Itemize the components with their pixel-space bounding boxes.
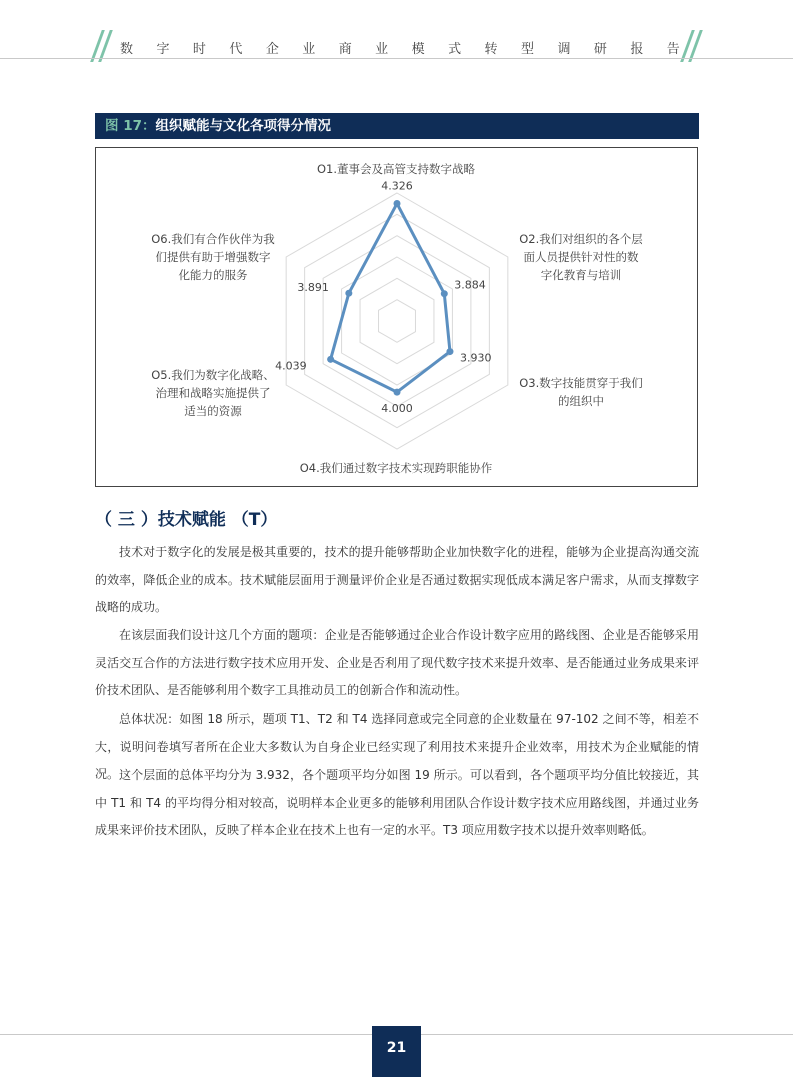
axis-category-line: O2.我们对组织的各个层: [519, 232, 643, 246]
grid-ring: [323, 236, 471, 407]
axis-category-label: [256, 459, 536, 477]
grid-ring: [305, 214, 490, 427]
axis-category-label: [138, 366, 288, 420]
axis-category-line: 们提供有助于增强数字: [155, 250, 271, 264]
axis-category-line: 的组织中: [558, 394, 604, 408]
body-paragraph: 技术对于数字化的发展是极其重要的，技术的提升能够帮助企业加快数字化的进程，能够为企业提高沟通交流的效率，降低企业的成本。技术赋能层面用于测量评价企业是否通过数据实现低成本满足客户需求，从而支撑数字战略的成功。: [95, 545, 699, 614]
header-char: 代: [229, 42, 243, 57]
axis-category-line: 面人员提供针对性的数: [523, 250, 639, 264]
header-char: 型: [520, 42, 534, 57]
axis-category-label: [506, 374, 656, 410]
body-paragraph: 总体状况：如图 18 所示，题项 T1、T2 和 T4 选择同意或完全同意的企业数量在 97-102 之间不等，相差不大，说明问卷填写者所在企业大多数认为自身企业已经实现了利用技术来提升企业效率，用技术为企业赋能的情况。: [95, 712, 699, 781]
data-label: 4.326: [381, 179, 413, 193]
axis-category-label: [276, 160, 516, 178]
data-point: [446, 348, 453, 355]
axis-category-line: O3.数字技能贯穿于我们: [519, 376, 643, 390]
data-label: 3.930: [459, 351, 492, 365]
radar-chart-svg: [96, 148, 699, 488]
header-char: 时: [192, 42, 206, 57]
axis-category-line: O1.董事会及高管支持数字战略: [316, 162, 476, 176]
data-point: [441, 290, 448, 297]
page-number-box: [372, 1026, 421, 1077]
data-label: 3.884: [454, 278, 486, 292]
header-char: 报: [630, 42, 644, 57]
section-title: （ 三 ）技术赋能 （T）: [95, 510, 278, 530]
axis-category-line: 治理和战略实施提供了: [155, 386, 271, 400]
header-char: 转: [484, 42, 498, 57]
axis-category-line: 字化教育与培训: [540, 268, 622, 282]
figure-label: 图 17：: [105, 118, 156, 134]
data-point: [394, 200, 401, 207]
axis-category-line: O5.我们为数字化战略、: [151, 368, 275, 382]
axis-category-label: [138, 230, 288, 284]
header-char: 企: [265, 42, 279, 57]
header-char: 模: [411, 42, 425, 57]
header-char: 式: [448, 42, 462, 57]
series-line: [331, 204, 450, 393]
data-point: [327, 356, 334, 363]
body-paragraph: 在该层面我们设计这几个方面的题项：企业是否能够通过企业合作设计数字应用的路线图、企业是否能够采用灵活交互合作的方法进行数字技术应用开发、企业是否利用了现代数字技术来提升效率、是否能通过业务成果来评价技术团队、是否能够利用个数字工具推动员工的创新合作和流动性。: [95, 628, 699, 697]
data-label: 4.039: [275, 359, 307, 373]
data-label: 4.000: [381, 402, 413, 416]
figure-title: 组织赋能与文化各项得分情况: [155, 118, 331, 134]
axis-category-line: 化能力的服务: [178, 268, 248, 282]
grid-ring: [360, 278, 434, 363]
axis-category-line: O4.我们通过数字技术实现跨职能协作: [299, 461, 493, 475]
data-label: 3.891: [297, 281, 329, 295]
axis-category-label: [506, 230, 656, 284]
axis-category-line: O6.我们有合作伙伴为我: [151, 232, 275, 246]
header-divider: [0, 58, 793, 59]
body-paragraph: 这个层面的总体平均分为 3.932，各个题项平均分如图 19 所示。可以看到，各个题项平均分值比较接近，其中 T1 和 T4 的平均得分相对较高，说明样本企业更多的能够利用团队合作设计数字技术应用路线图，并通过业务成果来评价技术团队，反映了样本企业在技术上也有一定的水平。T3 项应用数字技术以提升效率则略低。: [95, 768, 699, 837]
axis-category-line: 适当的资源: [184, 404, 242, 418]
header-char: 业: [302, 42, 316, 57]
radar-chart: [95, 147, 698, 487]
grid-ring: [379, 300, 416, 343]
data-point: [394, 389, 401, 396]
figure-title-bar: [95, 113, 699, 139]
header-char: 研: [593, 42, 607, 57]
header-title: [120, 38, 680, 57]
header-char: 告: [666, 42, 680, 57]
header-char: 调: [557, 42, 571, 57]
header-char: 数: [120, 42, 134, 57]
header-char: 业: [375, 42, 389, 57]
data-point: [345, 290, 352, 297]
header-char: 商: [338, 42, 352, 57]
page-number: 21: [386, 1040, 407, 1056]
header-char: 字: [156, 42, 170, 57]
